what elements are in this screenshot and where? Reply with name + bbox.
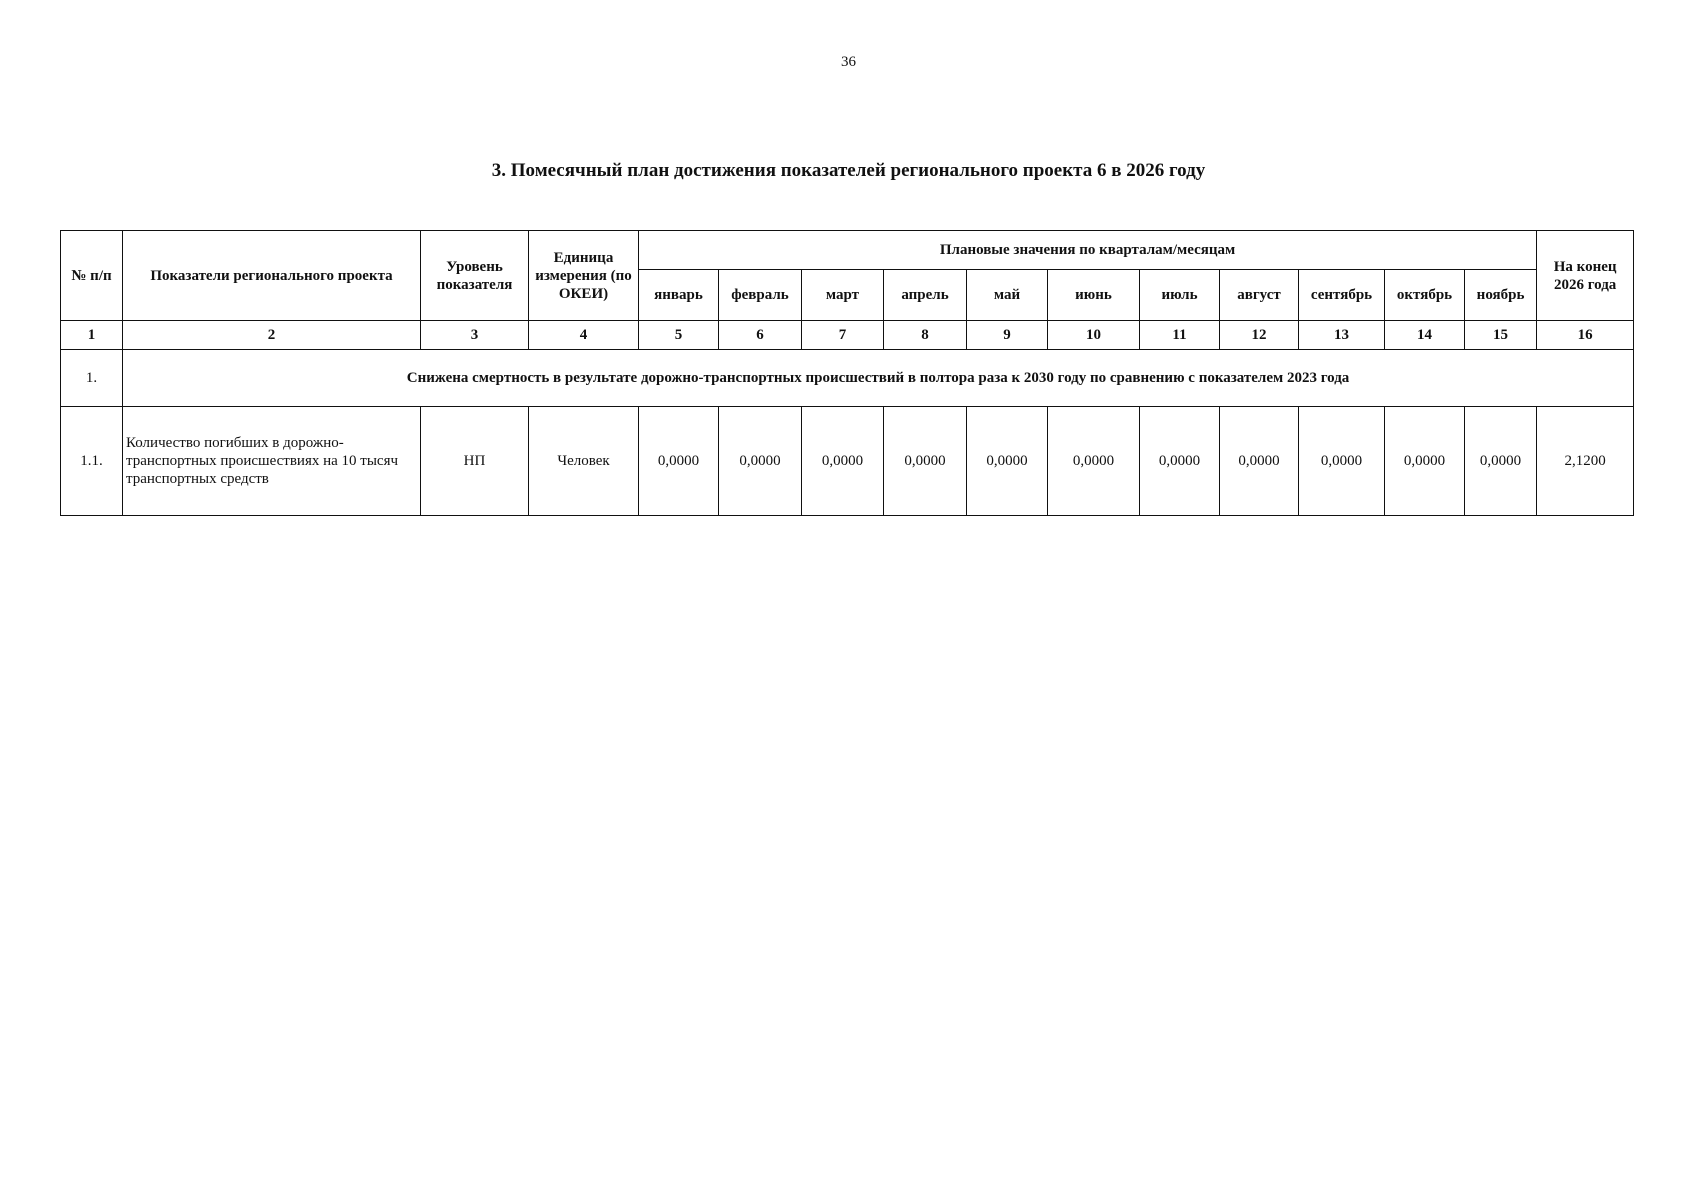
monthly-value: 0,0000 (1465, 407, 1537, 516)
monthly-value: 0,0000 (1299, 407, 1385, 516)
indicator-name: Количество погибших в дорожно-транспортных происшествиях на 10 тысяч транспортных средств (123, 407, 421, 516)
monthly-value: 0,0000 (1220, 407, 1299, 516)
column-number: 15 (1465, 321, 1537, 350)
header-month: июнь (1048, 270, 1140, 321)
column-number: 5 (639, 321, 719, 350)
header-month: май (967, 270, 1048, 321)
column-number: 16 (1537, 321, 1634, 350)
table-row (61, 407, 1634, 516)
column-number: 7 (802, 321, 884, 350)
header-month: сентябрь (1299, 270, 1385, 321)
header-month: август (1220, 270, 1299, 321)
header-month: февраль (719, 270, 802, 321)
header-month: январь (639, 270, 719, 321)
column-number: 13 (1299, 321, 1385, 350)
indicator-level: НП (421, 407, 529, 516)
column-number: 2 (123, 321, 421, 350)
column-number: 3 (421, 321, 529, 350)
header-end-of-year: На конец 2026 года (1537, 231, 1634, 321)
section-row (61, 350, 1634, 407)
monthly-value: 0,0000 (884, 407, 967, 516)
header-month: июль (1140, 270, 1220, 321)
monthly-value: 0,0000 (967, 407, 1048, 516)
header-row-top (61, 231, 1634, 270)
monthly-value: 0,0000 (1048, 407, 1140, 516)
monthly-value: 0,0000 (1385, 407, 1465, 516)
section-title: Снижена смертность в результате дорожно-транспортных происшествий в полтора раза к 2030 году по сравнению с показателем 2023 года (123, 350, 1634, 407)
header-month: март (802, 270, 884, 321)
column-number: 9 (967, 321, 1048, 350)
monthly-value: 0,0000 (802, 407, 884, 516)
column-number-row (61, 321, 1634, 350)
row-number: 1.1. (61, 407, 123, 516)
header-number: № п/п (61, 231, 123, 321)
monthly-value: 0,0000 (719, 407, 802, 516)
header-indicator: Показатели регионального проекта (123, 231, 421, 321)
header-level: Уровень показателя (421, 231, 529, 321)
header-month: апрель (884, 270, 967, 321)
column-number: 14 (1385, 321, 1465, 350)
page-number: 36 (841, 54, 856, 70)
header-month: ноябрь (1465, 270, 1537, 321)
monthly-value: 0,0000 (639, 407, 719, 516)
header-unit: Единица измерения (по ОКЕИ) (529, 231, 639, 321)
document-title: 3. Помесячный план достижения показателей регионального проекта 6 в 2026 году (491, 160, 1206, 181)
end-of-year-value: 2,1200 (1537, 407, 1634, 516)
column-number: 8 (884, 321, 967, 350)
column-number: 1 (61, 321, 123, 350)
column-number: 10 (1048, 321, 1140, 350)
monthly-plan-table (60, 230, 1634, 516)
column-number: 6 (719, 321, 802, 350)
column-number: 11 (1140, 321, 1220, 350)
indicator-unit: Человек (529, 407, 639, 516)
header-month: октябрь (1385, 270, 1465, 321)
monthly-value: 0,0000 (1140, 407, 1220, 516)
column-number: 12 (1220, 321, 1299, 350)
header-plan-group: Плановые значения по кварталам/месяцам (639, 231, 1537, 270)
section-number: 1. (61, 350, 123, 407)
column-number: 4 (529, 321, 639, 350)
